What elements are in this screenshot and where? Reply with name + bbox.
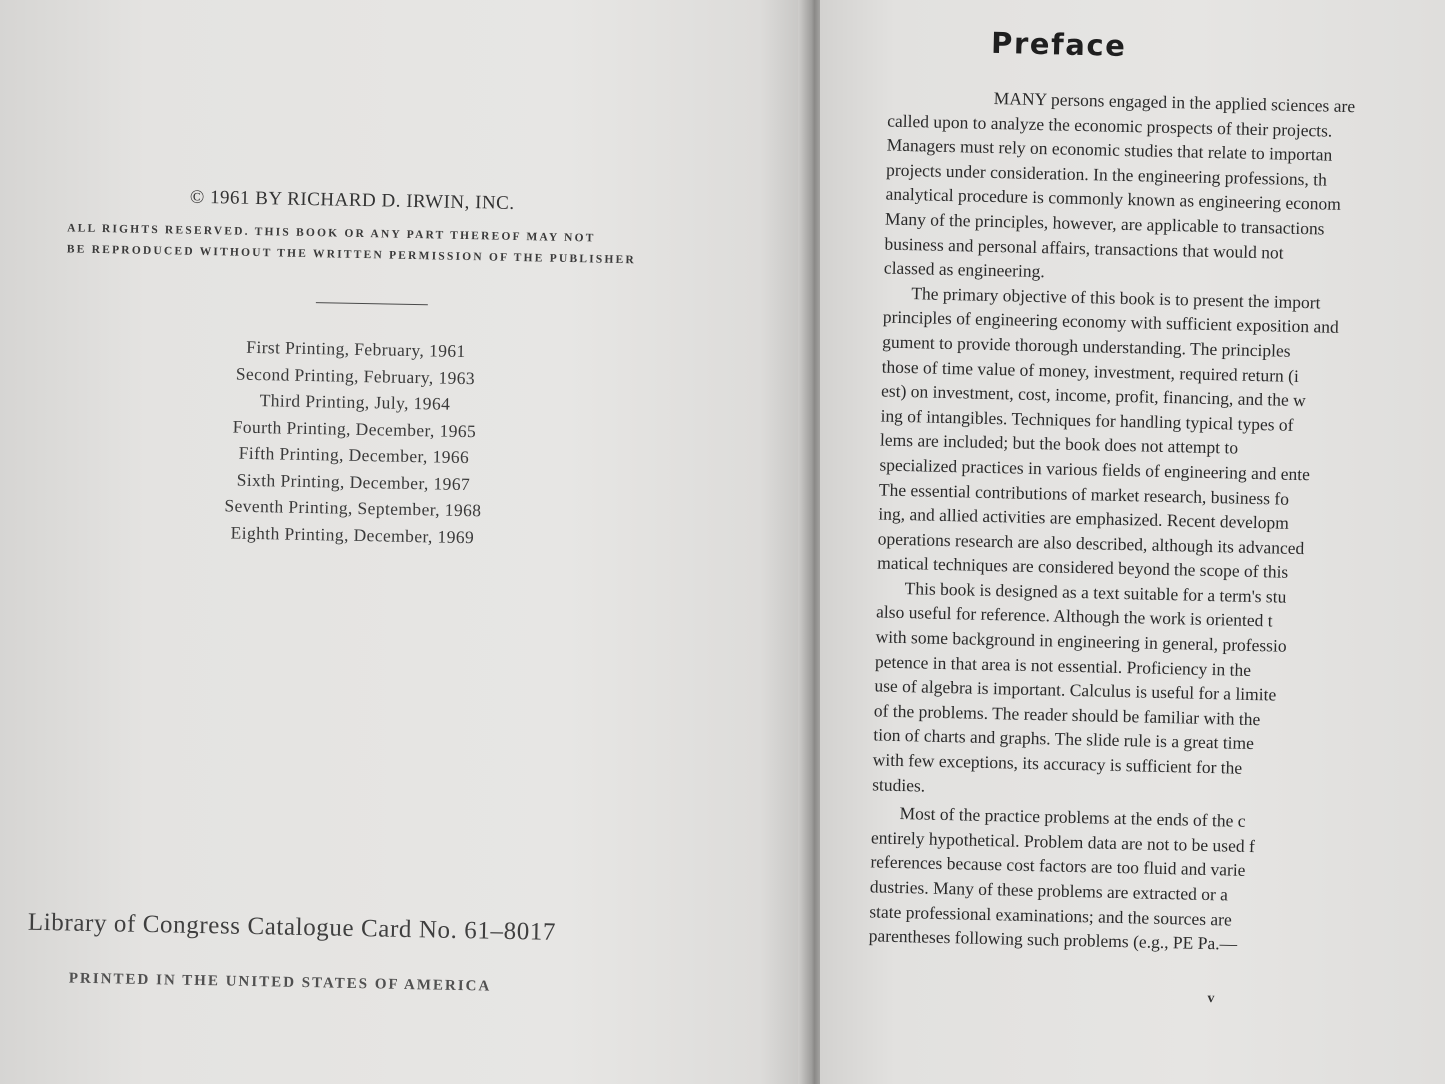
preface-line: The essential contributions of market research, business fo	[878, 478, 1290, 509]
rights-line: ALL RIGHTS RESERVED. THIS BOOK OR ANY PART THEREOF MAY NOT	[67, 222, 596, 245]
preface-line: tion of charts and graphs. The slide rule is a great time	[873, 724, 1255, 754]
preface-line: studies.	[871, 774, 926, 796]
printing-history	[147, 332, 561, 552]
printed-in-notice: PRINTED IN THE UNITED STATES OF AMERICA	[68, 970, 492, 995]
preface-line: est) on investment, cost, income, profit, financing, and the w	[880, 380, 1307, 411]
printing-entry: Fifth Printing, December, 1966	[238, 442, 470, 468]
preface-line: references because cost factors are too fluid and varie	[870, 851, 1246, 881]
printing-entry: Fourth Printing, December, 1965	[232, 416, 477, 441]
page-number: v	[1207, 991, 1215, 1007]
page-title: Preface	[990, 25, 1127, 63]
preface-line: This book is designed as a text suitable for a term's stu	[904, 577, 1287, 607]
rights-reserved-notice	[67, 218, 666, 271]
rights-line: BE REPRODUCED WITHOUT THE WRITTEN PERMISSION OF THE PUBLISHER	[66, 243, 637, 267]
preface-line: lems are included; but the book does not attempt to	[879, 429, 1239, 458]
right-page-content	[820, 0, 1445, 1084]
preface-line: gument to provide thorough understanding. The principles	[882, 331, 1291, 361]
preface-line: The primary objective of this book is to present the import	[911, 282, 1321, 313]
copyright-notice: © 1961 BY RICHARD D. IRWIN, INC.	[189, 186, 515, 214]
preface-line: use of algebra is important. Calculus is useful for a limite	[874, 675, 1277, 705]
preface-line: petence in that area is not essential. Proficiency in the	[874, 651, 1252, 680]
preface-line: analytical procedure is commonly known as engineering econom	[885, 183, 1342, 215]
preface-line: Most of the practice problems at the ends of the c	[899, 803, 1246, 832]
preface-line: Many of the principles, however, are applicable to transactions	[884, 208, 1325, 239]
preface-line: of the problems. The reader should be familiar with the	[873, 700, 1261, 730]
printing-entry: Seventh Printing, September, 1968	[224, 495, 482, 521]
preface-line: state professional examinations; and the sources are	[869, 900, 1233, 930]
printing-entry: First Printing, February, 1961	[246, 336, 466, 362]
preface-line: parentheses following such problems (e.g., PE Pa.—	[868, 925, 1238, 954]
preface-line: business and personal affairs, transactions that would not	[884, 233, 1284, 263]
preface-line: ing, and allied activities are emphasized. Recent developm	[878, 503, 1290, 533]
preface-line: Managers must rely on economic studies that relate to importan	[886, 134, 1333, 165]
preface-line: classed as engineering.	[883, 257, 1045, 282]
printing-entry: Second Printing, February, 1963	[235, 363, 476, 388]
preface-line: with few exceptions, its accuracy is sufficient for the	[872, 749, 1243, 778]
preface-line: MANY persons engaged in the applied sciences are	[993, 87, 1356, 117]
preface-line: called upon to analyze the economic prospects of their projects.	[887, 110, 1333, 141]
preface-line: also useful for reference. Although the work is oriented t	[875, 601, 1273, 631]
preface-line: ing of intangibles. Techniques for handling typical types of	[880, 405, 1294, 435]
preface-text	[869, 84, 1445, 963]
printing-entry: Sixth Printing, December, 1967	[236, 469, 471, 494]
library-of-congress-number: Library of Congress Catalogue Card No. 61–8017	[27, 908, 557, 946]
preface-line: entirely hypothetical. Problem data are not to be used f	[870, 827, 1256, 856]
preface-line: those of time value of money, investment, required return (i	[881, 356, 1300, 386]
preface-line: with some background in engineering in general, professio	[875, 626, 1287, 656]
printing-entry: Eighth Printing, December, 1969	[230, 522, 475, 547]
preface-line: specialized practices in various fields of engineering and ente	[879, 454, 1311, 485]
divider	[316, 302, 428, 305]
preface-line: matical techniques are considered beyond the scope of this	[877, 552, 1289, 583]
preface-line: principles of engineering economy with sufficient exposition and	[882, 306, 1339, 338]
preface-line: operations research are also described, although its advanced	[877, 528, 1305, 558]
preface-line: dustries. Many of these problems are extracted or a	[869, 876, 1229, 905]
right-page	[820, 0, 1445, 1084]
printing-entry: Third Printing, July, 1964	[259, 390, 451, 414]
preface-line: projects under consideration. In the engineering professions, th	[885, 159, 1328, 190]
